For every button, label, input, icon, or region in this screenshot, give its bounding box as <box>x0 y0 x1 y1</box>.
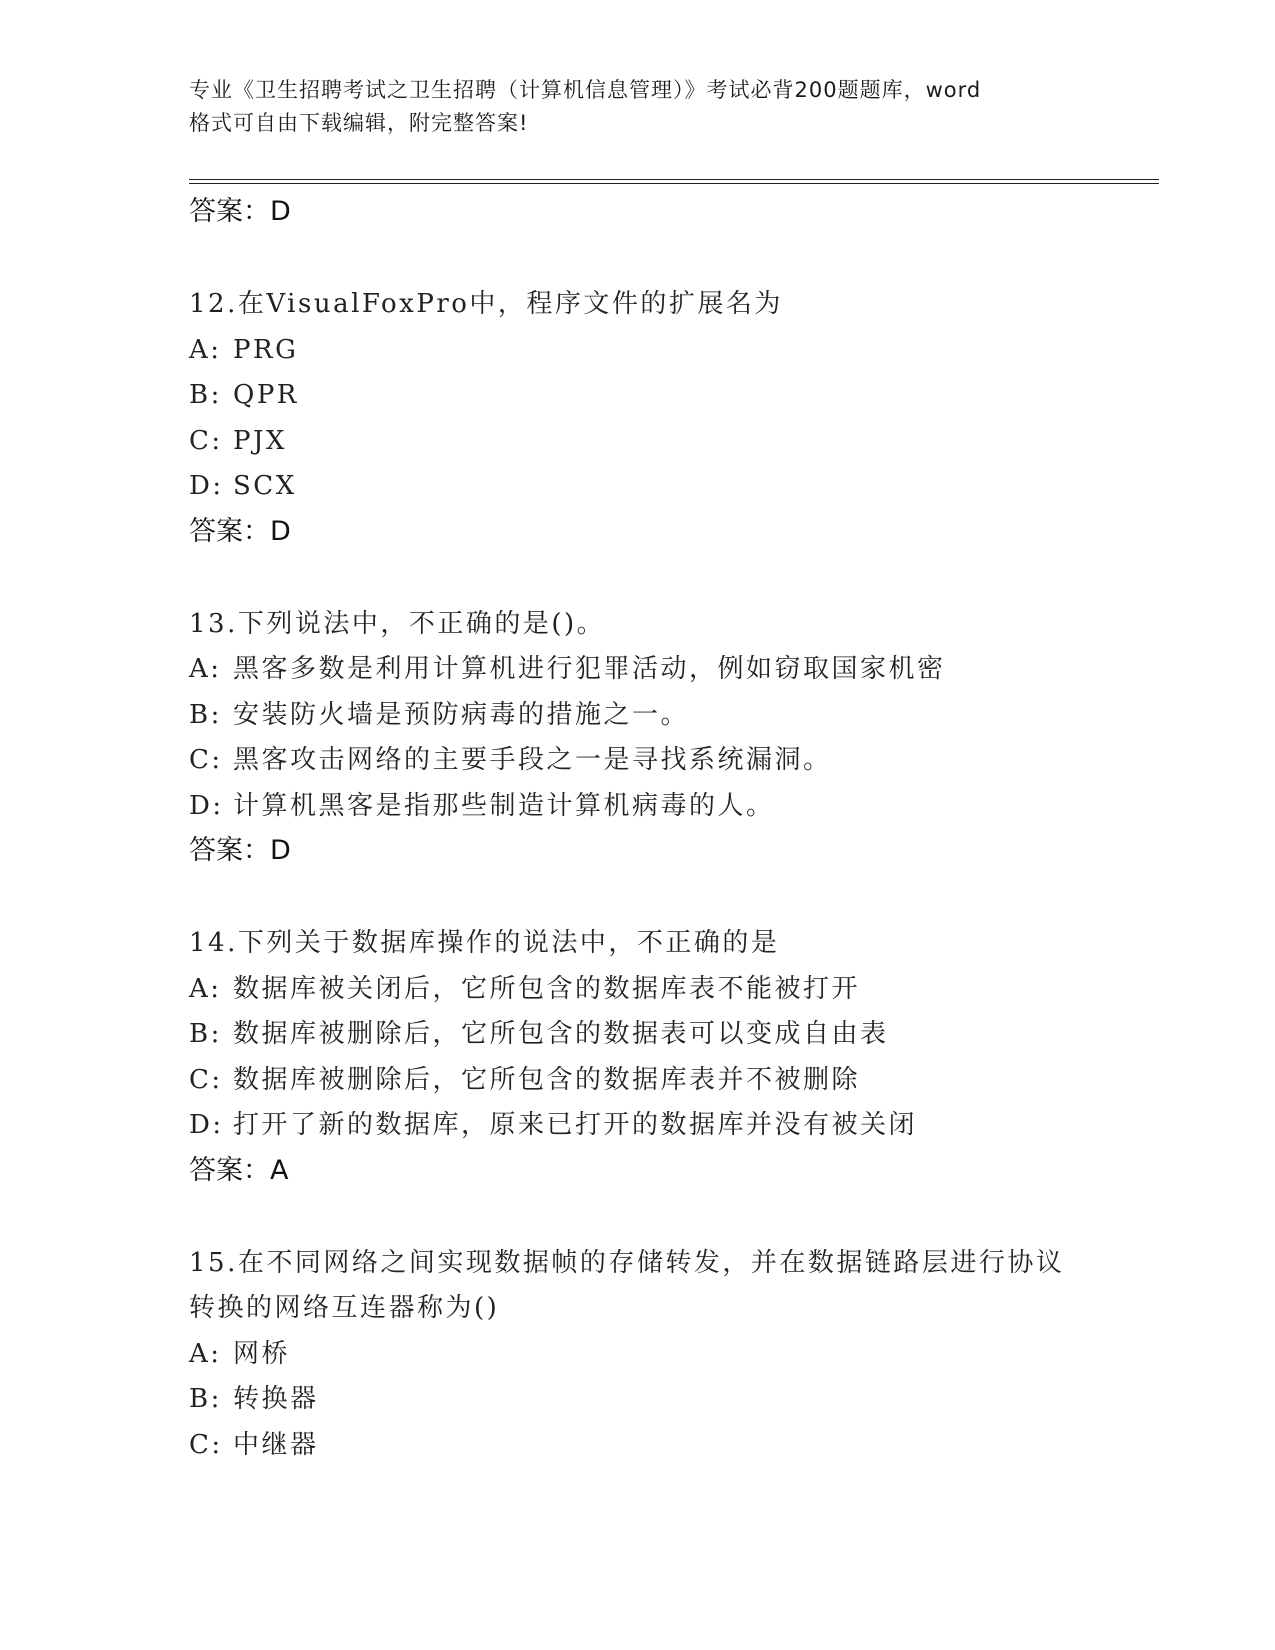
question-stem: 13.下列说法中，不正确的是()。 <box>189 608 606 639</box>
option-c <box>189 1058 1149 1104</box>
option-key: B: <box>189 1384 222 1414</box>
question-13 <box>189 602 1149 874</box>
question-15 <box>189 1241 1149 1469</box>
question-stem: 14.下列关于数据库操作的说法中，不正确的是 <box>189 928 780 958</box>
option-text: 数据库被删除后，它所包含的数据表可以变成自由表 <box>233 1019 889 1049</box>
option-a <box>189 967 1149 1013</box>
option-key: D: <box>189 1110 224 1140</box>
option-text: 黑客多数是利用计算机进行犯罪活动，例如窃取国家机密 <box>233 654 946 684</box>
option-text: PJX <box>233 425 287 456</box>
option-key: B: <box>189 380 222 410</box>
option-b <box>189 1377 1149 1423</box>
answer-line: 答案：A <box>189 1154 289 1186</box>
answer-line: 答案：D <box>189 515 291 547</box>
option-key: B: <box>189 699 222 730</box>
answer-line: 答案：D <box>189 196 291 227</box>
option-key: A: <box>189 973 222 1004</box>
option-text: 网桥 <box>233 1338 291 1369</box>
option-key: C: <box>189 1429 223 1460</box>
option-key: C: <box>189 425 223 456</box>
option-text: 安装防火墙是预防病毒的措施之一。 <box>233 699 690 730</box>
option-text: 数据库被关闭后，它所包含的数据库表不能被打开 <box>233 973 861 1004</box>
option-text: PRG <box>233 334 299 365</box>
option-key: A: <box>189 334 222 365</box>
question-stem-continued: 转换的网络互连器称为() <box>189 1293 500 1323</box>
header-line-2: 格式可自由下载编辑，附完整答案! <box>189 111 529 135</box>
option-b <box>189 1012 1149 1058</box>
question-stem: 12.在VisualFoxPro中，程序文件的扩展名为 <box>189 289 783 319</box>
option-text: 中继器 <box>233 1429 319 1460</box>
option-key: C: <box>189 1064 223 1095</box>
option-d <box>189 464 1149 510</box>
header-double-rule <box>189 179 1159 184</box>
option-c <box>189 738 1149 784</box>
option-text: 打开了新的数据库，原来已打开的数据库并没有被关闭 <box>233 1110 918 1140</box>
option-key: A: <box>189 654 222 684</box>
option-key: A: <box>189 1338 222 1369</box>
option-text: 转换器 <box>233 1384 319 1414</box>
document-header <box>189 74 1089 140</box>
option-c <box>189 419 1149 465</box>
option-text: 黑客攻击网络的主要手段之一是寻找系统漏洞。 <box>233 745 832 775</box>
answer-line: 答案：D <box>189 835 291 866</box>
option-key: D: <box>189 790 224 821</box>
option-c <box>189 1423 1149 1469</box>
option-a <box>189 1332 1149 1378</box>
option-d <box>189 1103 1149 1149</box>
document-body <box>189 190 1149 1468</box>
option-text: 计算机黑客是指那些制造计算机病毒的人。 <box>233 790 775 821</box>
option-b <box>189 693 1149 739</box>
option-a <box>189 328 1149 374</box>
option-text: QPR <box>233 380 299 410</box>
question-stem: 15.在不同网络之间实现数据帧的存储转发，并在数据链路层进行协议 <box>189 1247 1065 1278</box>
option-text: 数据库被删除后，它所包含的数据库表并不被删除 <box>233 1064 861 1095</box>
option-b <box>189 373 1149 419</box>
question-12 <box>189 282 1149 554</box>
question-14 <box>189 921 1149 1193</box>
header-line-1: 专业《卫生招聘考试之卫生招聘（计算机信息管理）》考试必背200题题库，word <box>189 78 982 102</box>
option-key: B: <box>189 1019 222 1049</box>
option-d <box>189 784 1149 830</box>
option-key: C: <box>189 745 223 775</box>
option-key: D: <box>189 471 224 501</box>
option-text: SCX <box>233 471 297 501</box>
option-a <box>189 647 1149 693</box>
